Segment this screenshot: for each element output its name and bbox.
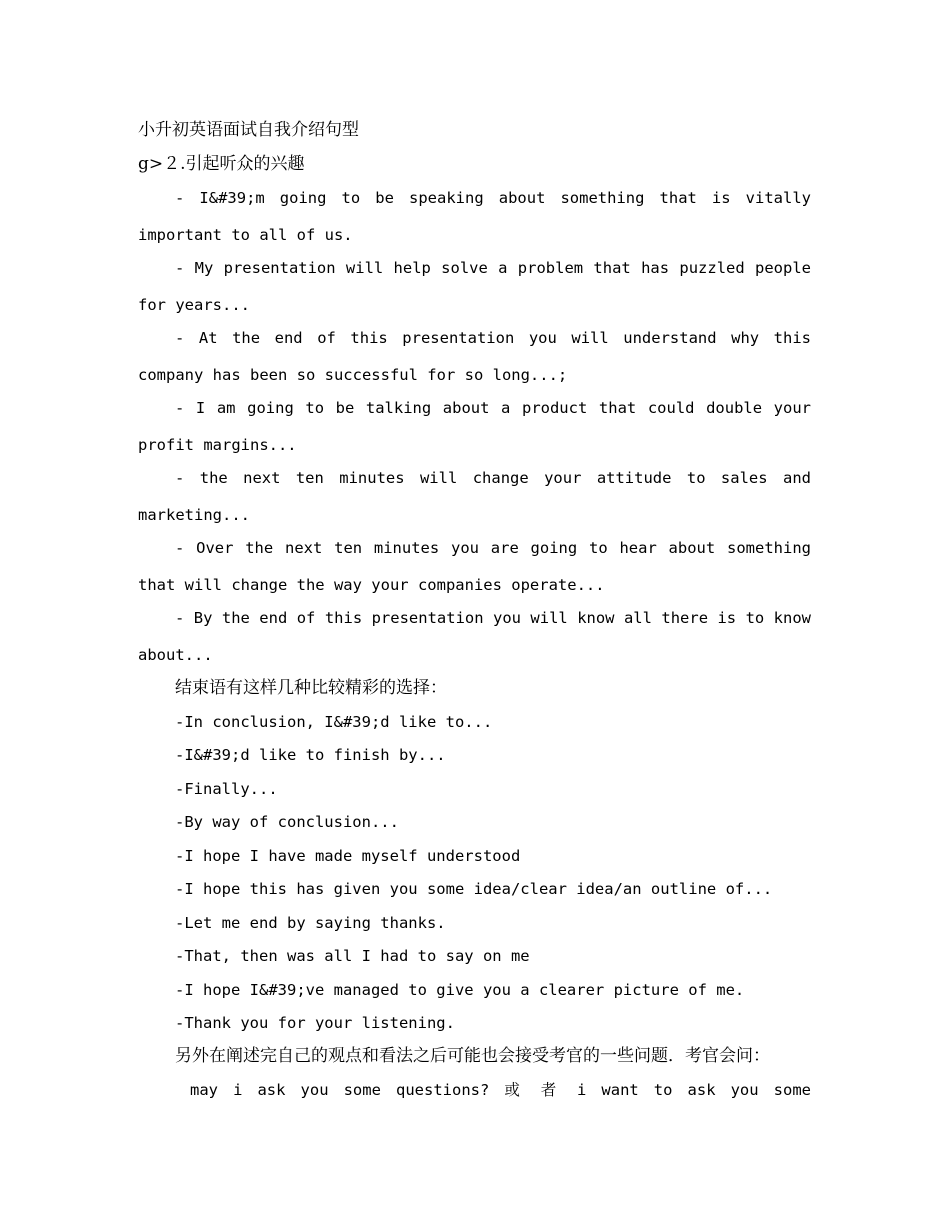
list-item: -I hope this has given you some idea/clear idea/an outline of... — [175, 880, 773, 898]
paragraph-line: - My presentation will help solve a problem that has puzzled people — [175, 259, 811, 277]
list-item: -I hope I&#39;ve managed to give you a clearer picture of me. — [175, 981, 745, 999]
paragraph-line: company has been so successful for so long...; — [138, 366, 568, 384]
list-item: -I hope I have made myself understood — [175, 847, 521, 865]
list-item: -I&#39;d like to finish by... — [175, 746, 446, 764]
paragraph-line: - Over the next ten minutes you are going to hear about something — [175, 539, 811, 557]
paragraph-line: important to all of us. — [138, 226, 353, 244]
list-item: -Finally... — [175, 780, 278, 798]
list-item: -Thank you for your listening. — [175, 1014, 455, 1032]
paragraph-line: - By the end of this presentation you will know all there is to know — [175, 609, 811, 627]
section-heading: g>２.引起听众的兴趣 — [138, 154, 305, 174]
questions-line: may i ask you some questions? 或 者 i want to ask you some — [190, 1081, 811, 1099]
paragraph-line: - At the end of this presentation you will understand why this — [175, 329, 811, 347]
paragraph-line: marketing... — [138, 506, 250, 524]
ending-intro: 结束语有这样几种比较精彩的选择： — [175, 678, 447, 698]
paragraph-line: - I am going to be talking about a product that could double your — [175, 399, 811, 417]
list-item: -Let me end by saying thanks. — [175, 914, 446, 932]
list-item: -That, then was all I had to say on me — [175, 947, 530, 965]
paragraph-line: profit margins... — [138, 436, 297, 454]
list-item: -In conclusion, I&#39;d like to... — [175, 713, 493, 731]
questions-intro: 另外在阐述完自己的观点和看法之后可能也会接受考官的一些问题．考官会问： — [175, 1046, 770, 1066]
paragraph-line: - the next ten minutes will change your attitude to sales and — [175, 469, 811, 487]
list-item: -By way of conclusion... — [175, 813, 399, 831]
paragraph-line: - I&#39;m going to be speaking about something that is vitally — [175, 189, 811, 207]
paragraph-line: for years... — [138, 296, 250, 314]
paragraph-line: about... — [138, 646, 213, 664]
paragraph-line: that will change the way your companies operate... — [138, 576, 605, 594]
document-title: 小升初英语面试自我介绍句型 — [138, 120, 359, 140]
